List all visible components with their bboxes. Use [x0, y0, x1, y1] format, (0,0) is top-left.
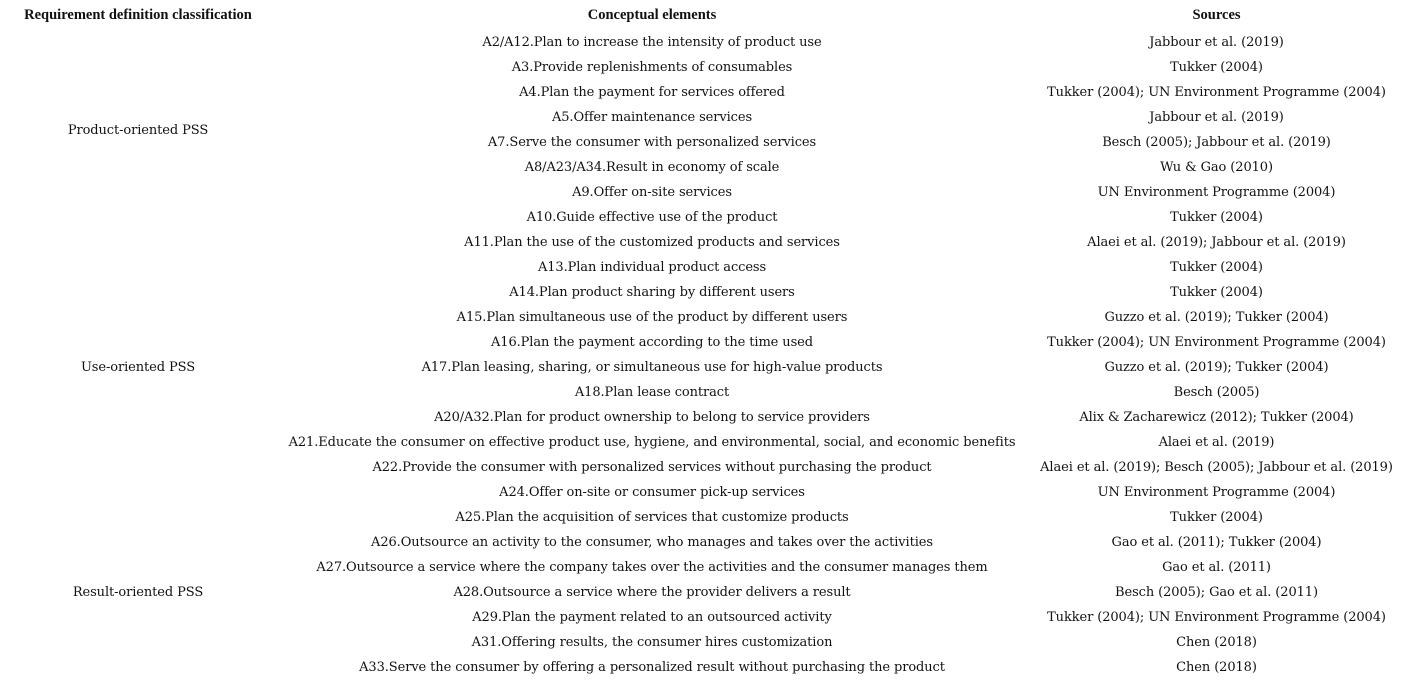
source-cell: Besch (2005); Gao et al. (2011) — [1115, 585, 1318, 600]
table-row — [0, 505, 1405, 530]
element-cell: A7.Serve the consumer with personalized services — [487, 135, 817, 150]
source-cell: Chen (2018) — [1176, 660, 1257, 675]
source-cell: Jabbour et al. (2019) — [1149, 35, 1284, 50]
element-cell: A29.Plan the payment related to an outsourced activity — [472, 610, 832, 625]
element-cell: A14.Plan product sharing by different users — [509, 285, 795, 300]
source-cell: Chen (2018) — [1176, 635, 1257, 650]
classification-cell: Product-oriented PSS — [67, 122, 209, 138]
source-cell: Tukker (2004); UN Environment Programme (2004) — [1047, 610, 1386, 625]
element-cell: A17.Plan leasing, sharing, or simultaneous use for high-value products — [421, 360, 883, 375]
element-cell: A22.Provide the consumer with personalized services without purchasing the product — [372, 460, 932, 475]
source-cell: Jabbour et al. (2019) — [1149, 110, 1284, 125]
element-cell: A27.Outsource a service where the company takes over the activities and the consumer manages them — [316, 560, 988, 575]
element-cell: A11.Plan the use of the customized products and services — [464, 235, 840, 250]
source-cell: Tukker (2004); UN Environment Programme (2004) — [1047, 85, 1386, 100]
source-cell: Tukker (2004) — [1170, 510, 1263, 525]
element-cell: A4.Plan the payment for services offered — [519, 85, 785, 100]
source-cell: Tukker (2004) — [1170, 210, 1263, 225]
header-classification: Requirement definition classification — [24, 6, 252, 23]
element-cell: A25.Plan the acquisition of services that customize products — [455, 510, 849, 525]
source-cell: Guzzo et al. (2019); Tukker (2004) — [1104, 360, 1329, 375]
source-cell: Tukker (2004) — [1170, 285, 1263, 300]
header-row — [0, 0, 1405, 30]
header-sources: Sources — [1192, 6, 1241, 23]
header-conceptual-elements: Conceptual elements — [587, 6, 717, 23]
source-cell: Besch (2005) — [1173, 385, 1260, 400]
source-cell: Gao et al. (2011) — [1162, 560, 1271, 575]
element-cell: A26.Outsource an activity to the consumer, who manages and takes over the activities — [371, 535, 933, 550]
classification-cell: Result-oriented PSS — [72, 585, 204, 600]
source-cell: Alaei et al. (2019); Jabbour et al. (2019) — [1087, 235, 1346, 250]
element-cell: A3.Provide replenishments of consumables — [511, 60, 793, 75]
source-cell: Guzzo et al. (2019); Tukker (2004) — [1104, 310, 1329, 325]
source-cell: Gao et al. (2011); Tukker (2004) — [1111, 535, 1322, 550]
element-cell: A24.Offer on-site or consumer pick-up services — [499, 485, 805, 500]
source-cell: Tukker (2004) — [1170, 60, 1263, 75]
table-row — [0, 30, 1405, 55]
source-cell: Alaei et al. (2019) — [1158, 435, 1275, 450]
element-cell: A31.Offering results, the consumer hires customization — [471, 635, 833, 650]
table-row — [0, 230, 1405, 255]
element-cell: A18.Plan lease contract — [574, 385, 730, 400]
source-cell: UN Environment Programme (2004) — [1097, 485, 1336, 500]
element-cell: A2/A12.Plan to increase the intensity of product use — [482, 35, 822, 50]
source-cell: Besch (2005); Jabbour et al. (2019) — [1102, 135, 1331, 150]
source-cell: Wu & Gao (2010) — [1160, 160, 1273, 175]
element-cell: A28.Outsource a service where the provider delivers a result — [453, 585, 851, 600]
source-cell: Alix & Zacharewicz (2012); Tukker (2004) — [1079, 410, 1354, 425]
table-body — [0, 30, 1405, 680]
source-cell: UN Environment Programme (2004) — [1097, 185, 1336, 200]
element-cell: A5.Offer maintenance services — [551, 110, 753, 125]
source-cell: Tukker (2004) — [1170, 260, 1263, 275]
element-cell: A13.Plan individual product access — [537, 260, 767, 275]
element-cell: A10.Guide effective use of the product — [526, 210, 778, 225]
element-cell: A16.Plan the payment according to the time used — [491, 335, 813, 350]
classification-cell: Use-oriented PSS — [80, 360, 196, 375]
element-cell: A8/A23/A34.Result in economy of scale — [524, 160, 780, 175]
element-cell: A15.Plan simultaneous use of the product by different users — [456, 310, 848, 325]
source-cell: Alaei et al. (2019); Besch (2005); Jabbour et al. (2019) — [1040, 460, 1393, 475]
source-cell: Tukker (2004); UN Environment Programme (2004) — [1047, 335, 1386, 350]
element-cell: A33.Serve the consumer by offering a personalized result without purchasing the product — [359, 660, 945, 675]
element-cell: A21.Educate the consumer on effective product use, hygiene, and environmental, social, and economic benefits — [288, 435, 1016, 450]
element-cell: A9.Offer on-site services — [572, 185, 732, 200]
element-cell: A20/A32.Plan for product ownership to belong to service providers — [434, 410, 870, 425]
